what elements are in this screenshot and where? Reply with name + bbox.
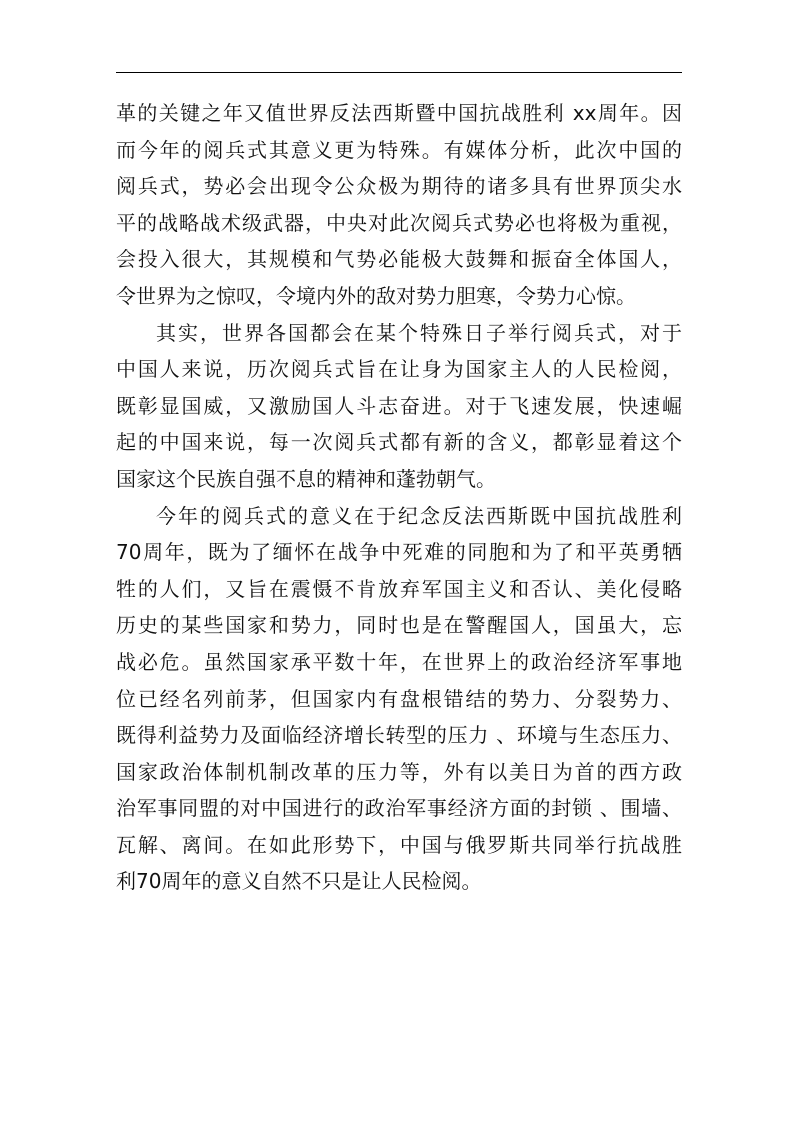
text-line: 阅兵式，势必会出现令公众极为期待的诸多具有世界顶尖水	[116, 174, 682, 199]
text-line: 国家政治体制机制改革的压力等，外有以美日为首的西方政	[116, 759, 682, 784]
text-line: 今年的阅兵式的意义在于纪念反法西斯既中国抗战胜利	[156, 503, 682, 528]
text-line: 70周年，既为了缅怀在战争中死难的同胞和为了和平英勇牺	[116, 540, 682, 565]
text-line: 战必危。虽然国家承平数十年，在世界上的政治经济军事地	[116, 649, 682, 674]
document-body	[116, 95, 682, 900]
text-line: 中国人来说，历次阅兵式旨在让身为国家主人的人民检阅，	[116, 357, 682, 382]
text-line: 治军事同盟的对中国进行的政治军事经济方面的封锁 、围墙、	[116, 796, 682, 821]
text-line: 令世界为之惊叹，令境内外的敌对势力胆寒，令势力心惊。	[116, 283, 636, 308]
text-line: 利70周年的意义自然不只是让人民检阅。	[116, 869, 482, 894]
paragraph-3	[116, 498, 682, 901]
text-line: 会投入很大，其规模和气势必能极大鼓舞和振奋全体国人，	[116, 247, 682, 272]
text-line: 历史的某些国家和势力，同时也是在警醒国人，国虽大，忘	[116, 613, 682, 638]
text-line: 既彰显国威，又激励国人斗志奋进。对于飞速发展，快速崛	[116, 393, 682, 418]
text-line: 牲的人们，又旨在震慑不肯放弃军国主义和否认、美化侵略	[116, 576, 682, 601]
text-line: 起的中国来说，每一次阅兵式都有新的含义，都彰显着这个	[116, 430, 682, 455]
text-line: 而今年的阅兵式其意义更为特殊。有媒体分析，此次中国的	[116, 137, 682, 162]
text-line: 位已经名列前茅，但国家内有盘根错结的势力、分裂势力、	[116, 686, 682, 711]
text-line: 国家这个民族自强不息的精神和蓬勃朝气。	[116, 466, 496, 491]
paragraph-2	[116, 315, 682, 498]
text-line: 既得利益势力及面临经济增长转型的压力 、环境与生态压力、	[116, 723, 682, 748]
text-line: 平的战略战术级武器，中央对此次阅兵式势必也将极为重视，	[116, 210, 682, 235]
text-line: 其实，世界各国都会在某个特殊日子举行阅兵式，对于	[156, 320, 682, 345]
text-line: 革的关键之年又值世界反法西斯暨中国抗战胜利 xx周年。因	[116, 101, 682, 125]
header-rule	[116, 72, 682, 73]
paragraph-1	[116, 95, 682, 315]
text-line: 瓦解、离间。在如此形势下，中国与俄罗斯共同举行抗战胜	[116, 832, 682, 857]
